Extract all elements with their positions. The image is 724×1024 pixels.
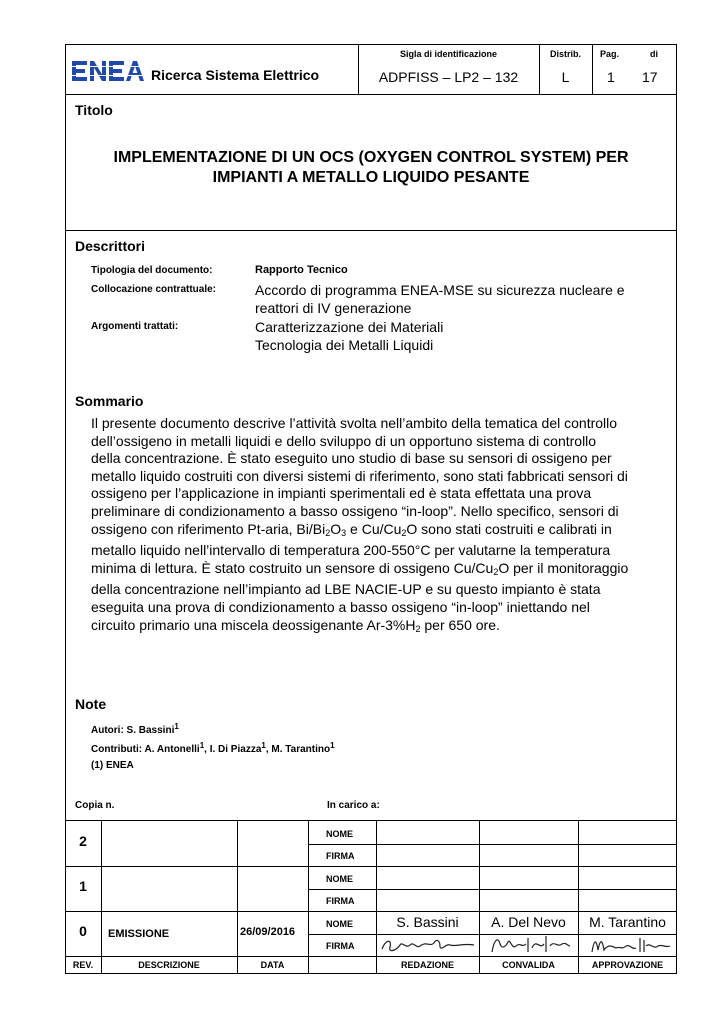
sommario-line: metallo liquido costruiti con diversi sistemi di riferimento, sono stati fabbricati sensori di xyxy=(91,467,628,484)
contributi: Contributi: A. Antonelli$^1$, I. Di Piazza$^1$, M. Tarantino$^1$ xyxy=(91,741,335,755)
section-rule xyxy=(65,820,677,821)
revision-date: 26/09/2016 xyxy=(240,926,296,938)
section-rule xyxy=(65,230,677,231)
rev-number: 1 xyxy=(79,878,87,894)
sommario-line: circuito primario una miscela deossigenante $Ar-3\%H_2$ per 650 ore. xyxy=(91,616,500,634)
title-line: IMPIANTI A METALLO LIQUIDO PESANTE xyxy=(212,169,530,186)
document-title xyxy=(65,148,677,188)
revision-description: EMISSIONE xyxy=(108,928,170,940)
sommario-line: preliminare di condizionamento a basso ossigeno “in-loop”. Nello specifico, sensori di xyxy=(91,502,619,519)
col-approvazione: APPROVAZIONE xyxy=(591,960,664,970)
header-bottom-rule xyxy=(65,94,677,95)
titolo-label: Titolo xyxy=(75,102,113,118)
id-value: ADPFISS – LP2 – 132 xyxy=(378,69,519,85)
distrib-label: Distrib. xyxy=(549,49,581,59)
argomenti-value xyxy=(255,318,443,354)
nome-label: NOME xyxy=(326,829,353,839)
note-label: Note xyxy=(75,696,107,712)
table-col-line xyxy=(237,821,238,974)
sommario-body xyxy=(91,415,651,638)
nome-label: NOME xyxy=(326,919,353,929)
tipologia-label: Tipologia del documento: xyxy=(91,265,213,276)
copia-label: Copia n. xyxy=(75,800,115,811)
sommario-line: eseguita una prova di condizionamento a basso ossigeno “in-loop” iniettando nel xyxy=(91,598,590,615)
argomenti-line: Tecnologia dei Metalli Liquidi xyxy=(255,337,434,353)
sommario-line: ossigeno per l’applicazione in impianti sperimentali ed è stata effettata una prova xyxy=(91,485,592,502)
signature-convalida xyxy=(488,934,573,956)
firma-label: FIRMA xyxy=(326,941,355,951)
di-label: di xyxy=(650,49,658,59)
table-col-line xyxy=(101,821,102,974)
affiliation: (1) ENEA xyxy=(91,760,134,771)
page-total: 17 xyxy=(642,69,658,85)
col-rev: REV. xyxy=(72,960,94,970)
id-label: Sigla di identificazione xyxy=(399,49,497,59)
approvazione-name: M. Tarantino xyxy=(589,914,666,930)
col-descrizione: DESCRIZIONE xyxy=(138,960,200,970)
redazione-name: S. Bassini xyxy=(396,914,459,930)
col-convalida: CONVALIDA xyxy=(502,960,555,970)
sommario-line: ossigeno con riferimento Pt-aria, $Bi/Bi_2O_3$ e $Cu/Cu_2O$ sono stati costruiti e calibrati in xyxy=(91,520,612,538)
sommario-line: della concentrazione. È stato eseguito uno studio di base su sensori di ossigeno per xyxy=(91,450,612,467)
page-number: 1 xyxy=(607,69,615,85)
autori: Autori: S. Bassini$^1$ xyxy=(91,722,179,736)
table-row-line xyxy=(308,889,677,890)
table-row-line xyxy=(65,956,677,957)
table-row-line xyxy=(65,911,677,912)
sommario-line: della concentrazione nell’impianto ad LBE NACIE-UP e su questo impianto è stata xyxy=(91,581,601,598)
collocazione-value xyxy=(255,281,625,317)
argomenti-line: Caratterizzazione dei Materiali xyxy=(255,319,444,335)
descrittori-label: Descrittori xyxy=(75,238,146,254)
signature-redazione xyxy=(378,935,478,955)
col-data: DATA xyxy=(260,960,285,970)
nome-label: NOME xyxy=(326,874,353,884)
col-redazione: REDAZIONE xyxy=(400,960,454,970)
firma-label: FIRMA xyxy=(326,851,355,861)
rev-number: 0 xyxy=(79,923,87,939)
distrib-value: L xyxy=(561,69,570,85)
pag-label: Pag. xyxy=(600,49,620,59)
sommario-line: minima di lettura. È stato costruito un sensore di ossigeno $Cu/Cu_2O$ per il monitoraggio xyxy=(91,559,629,577)
sommario-line: dell’ossigeno in metalli liquidi e dello sviluppo di un opportuno sistema di controllo xyxy=(91,432,597,449)
firma-label: FIRMA xyxy=(326,896,355,906)
enea-logo xyxy=(72,60,144,82)
rev-number: 2 xyxy=(79,833,87,849)
tipologia-value: Rapporto Tecnico xyxy=(255,264,348,276)
signature-approvazione xyxy=(588,934,673,956)
collocazione-line: reattori di IV generazione xyxy=(255,300,412,316)
table-row-line xyxy=(308,844,677,845)
table-row-line xyxy=(65,866,677,867)
header-divider xyxy=(592,44,593,94)
sommario-line: metallo liquido nell’intervallo di temperatura 200-550°C per valutarne la temperatura xyxy=(91,542,611,559)
carico-label: In carico a: xyxy=(327,800,380,811)
collocazione-line: Accordo di programma ENEA-MSE su sicurezza nucleare e xyxy=(255,282,625,298)
collocazione-label: Collocazione contrattuale: xyxy=(91,284,217,295)
argomenti-label: Argomenti trattati: xyxy=(91,321,179,332)
sommario-label: Sommario xyxy=(75,393,144,409)
convalida-name: A. Del Nevo xyxy=(491,914,566,930)
title-line: IMPLEMENTAZIONE DI UN OCS (OXYGEN CONTROL SYSTEM) PER xyxy=(113,149,629,166)
org-name: Ricerca Sistema Elettrico xyxy=(151,67,320,83)
sommario-line: Il presente documento descrive l’attività svolta nell’ambito della tematica del controllo xyxy=(91,415,618,431)
